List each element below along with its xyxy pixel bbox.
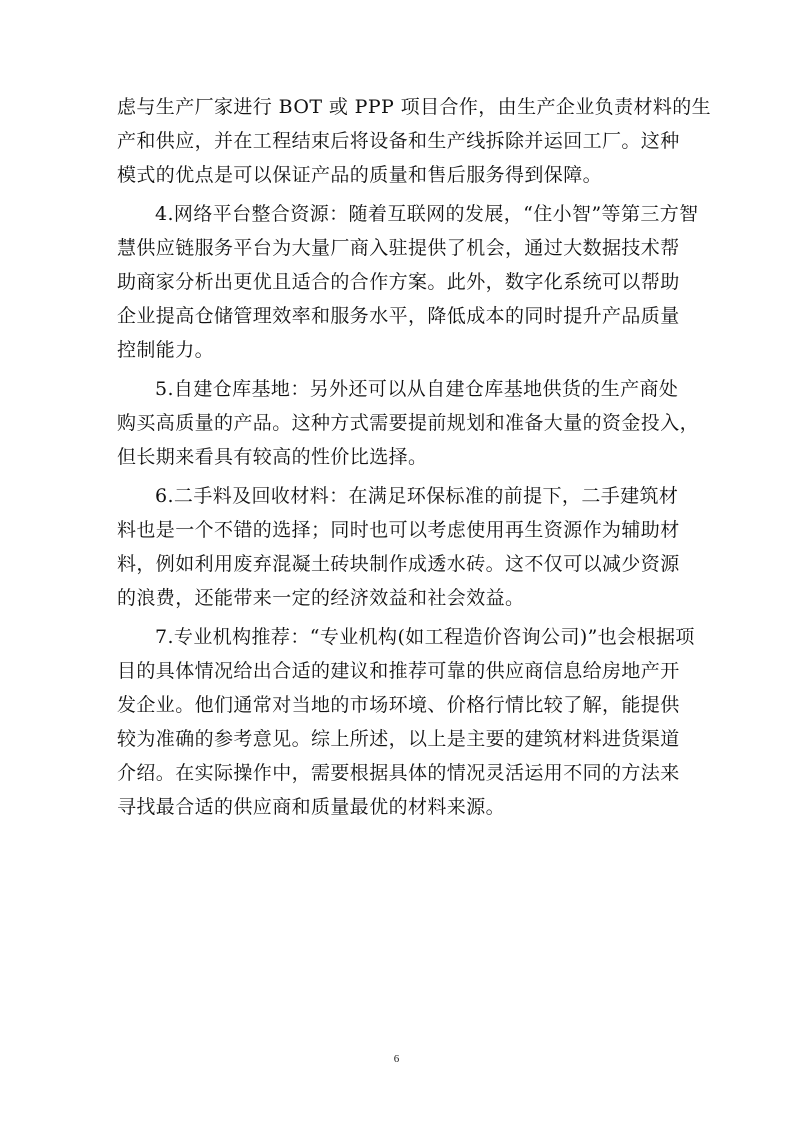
text-line: 的浪费，还能带来一定的经济效益和社会效益。 xyxy=(117,587,525,609)
text-line: 控制能力。 xyxy=(117,339,215,361)
text-line: 7.专业机构推荐：“专业机构(如工程造价咨询公司)”也会根据项 xyxy=(155,626,695,648)
text-line: 5.自建仓库基地：另外还可以从自建仓库基地供货的生产商处 xyxy=(155,378,679,400)
text-line: 模式的优点是可以保证产品的质量和售后服务得到保障。 xyxy=(117,164,603,186)
paragraph-item-4-network-platform xyxy=(117,197,699,367)
text-line: 助商家分析出更优且适合的合作方案。此外，数字化系统可以帮助 xyxy=(117,271,680,293)
text-line: 慧供应链服务平台为大量厂商入驻提供了机会，通过大数据技术帮 xyxy=(117,237,680,259)
text-line: 介绍。在实际操作中，需要根据具体的情况灵活运用不同的方法来 xyxy=(117,762,680,784)
body-text xyxy=(117,90,712,824)
text-line: 目的具体情况给出合适的建议和推荐可靠的供应商信息给房地产开 xyxy=(117,660,680,682)
paragraph-item-5-warehouse-base xyxy=(117,372,700,474)
page-number: 6 xyxy=(393,1053,400,1065)
text-line: 企业提高仓储管理效率和服务水平，降低成本的同时提升产品质量 xyxy=(117,305,680,327)
text-line: 产和供应，并在工程结束后将设备和生产线拆除并运回工厂。这种 xyxy=(117,130,680,152)
text-line: 发企业。他们通常对当地的市场环境、价格行情比较了解，能提供 xyxy=(117,694,680,716)
paragraph-item-7-professional-agency xyxy=(117,620,695,824)
text-line: 4.网络平台整合资源：随着互联网的发展，“住小智”等第三方智 xyxy=(155,203,699,225)
text-line: 料也是一个不错的选择；同时也可以考虑使用再生资源作为辅助材 xyxy=(117,519,680,541)
text-line: 料，例如利用废弃混凝土砖块制作成透水砖。这不仅可以减少资源 xyxy=(117,553,680,575)
paragraph-bot-ppp-continuation xyxy=(117,90,712,192)
paragraph-item-6-recycled-materials xyxy=(117,479,680,615)
text-line: 寻找最合适的供应商和质量最优的材料来源。 xyxy=(117,796,506,818)
text-line: 6.二手料及回收材料：在满足环保标准的前提下，二手建筑材 xyxy=(155,485,679,507)
text-line: 购买高质量的产品。这种方式需要提前规划和准备大量的资金投入， xyxy=(117,412,700,434)
text-line: 但长期来看具有较高的性价比选择。 xyxy=(117,446,428,468)
text-line: 较为准确的参考意见。综上所述，以上是主要的建筑材料进货渠道 xyxy=(117,728,680,750)
text-line: 虑与生产厂家进行 BOT 或 PPP 项目合作，由生产企业负责材料的生 xyxy=(117,96,712,118)
